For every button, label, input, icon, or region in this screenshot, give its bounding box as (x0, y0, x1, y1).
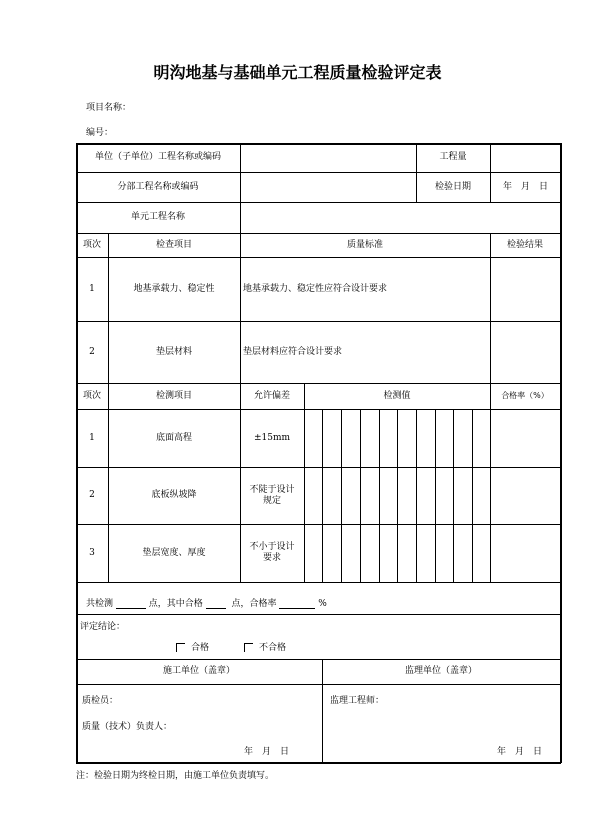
inspection-date-field[interactable]: 年 月 日 (502, 181, 548, 192)
unit-project-label: 单位（子单位）工程名称或编码 (94, 152, 221, 163)
responsible-label: 质量（技术）负责人： (82, 722, 173, 732)
unit-project-field[interactable] (241, 143, 416, 172)
check-row-standard: 垫层材料应符合设计要求 (243, 346, 343, 357)
checkbox-icon[interactable] (244, 643, 253, 652)
measure-col-tolerance: 允许偏差 (253, 390, 290, 401)
measure-col-values: 检测值 (383, 390, 411, 401)
quantity-label: 工程量 (439, 152, 467, 163)
sub-project-field[interactable] (241, 172, 416, 202)
check-row-no: 2 (89, 346, 95, 357)
supervision-unit-label: 监理单位（盖章） (404, 666, 477, 677)
check-col-standard: 质量标准 (346, 239, 383, 250)
passed-points-field[interactable] (206, 599, 226, 609)
sign-date-left[interactable]: 年 月 日 (244, 747, 290, 757)
fail-option[interactable]: 不合格 (244, 640, 286, 653)
project-name-label: 项目名称： (86, 103, 132, 113)
sign-date-right[interactable]: 年 月 日 (497, 747, 543, 757)
sub-project-label: 分部工程名称或编码 (117, 181, 199, 192)
check-col-no: 项次 (82, 239, 101, 250)
element-project-label: 单元工程名称 (130, 212, 185, 223)
measure-row-tolerance: 不小于设计要求 (249, 542, 295, 563)
check-row-item: 地基承载力、稳定性 (133, 283, 215, 294)
construction-unit-label: 施工单位（盖章） (162, 666, 235, 677)
measure-col-rate: 合格率（%） (501, 391, 549, 401)
measure-row-no: 2 (89, 490, 95, 501)
quantity-field[interactable] (491, 143, 560, 172)
measure-row-tolerance: 不陡于设计规定 (249, 484, 295, 506)
page-title: 明沟地基与基础单元工程质量检验评定表 (153, 63, 442, 82)
code-label: 编号： (86, 128, 114, 138)
check-row-standard: 地基承载力、稳定性应符合设计要求 (243, 283, 388, 294)
total-points-field[interactable] (116, 599, 146, 609)
pass-rate-field[interactable] (279, 599, 315, 609)
conclusion-label: 评定结论： (80, 622, 126, 632)
pass-option[interactable]: 合格 (176, 640, 209, 653)
measure-row-item: 底面高程 (155, 432, 192, 443)
inspector-label: 质检员： (82, 696, 119, 706)
inspection-date-label: 检验日期 (434, 181, 471, 192)
element-project-field[interactable] (241, 202, 560, 233)
measure-row-item: 底板纵坡降 (151, 490, 197, 501)
supervisor-label: 监理工程师： (330, 696, 385, 706)
check-row-no: 1 (89, 283, 95, 294)
measure-col-item: 检测项目 (155, 390, 192, 401)
measure-row-no: 3 (89, 547, 95, 558)
measure-row-tolerance: ±15mm (253, 432, 291, 443)
check-row-result[interactable] (491, 321, 560, 383)
checkbox-icon[interactable] (176, 643, 185, 652)
measure-row-no: 1 (89, 432, 95, 443)
footnote: 注：检验日期为终检日期，由施工单位负责填写。 (76, 771, 275, 781)
check-row-result[interactable] (491, 257, 560, 321)
check-col-item: 检查项目 (155, 239, 192, 250)
check-col-result: 检验结果 (506, 239, 543, 250)
measure-col-no: 项次 (82, 390, 101, 401)
measure-row-item: 垫层宽度、厚度 (142, 547, 206, 558)
check-row-item: 垫层材料 (155, 346, 192, 357)
summary-line: 共检测 点，其中合格 点，合格率 % (86, 599, 327, 609)
